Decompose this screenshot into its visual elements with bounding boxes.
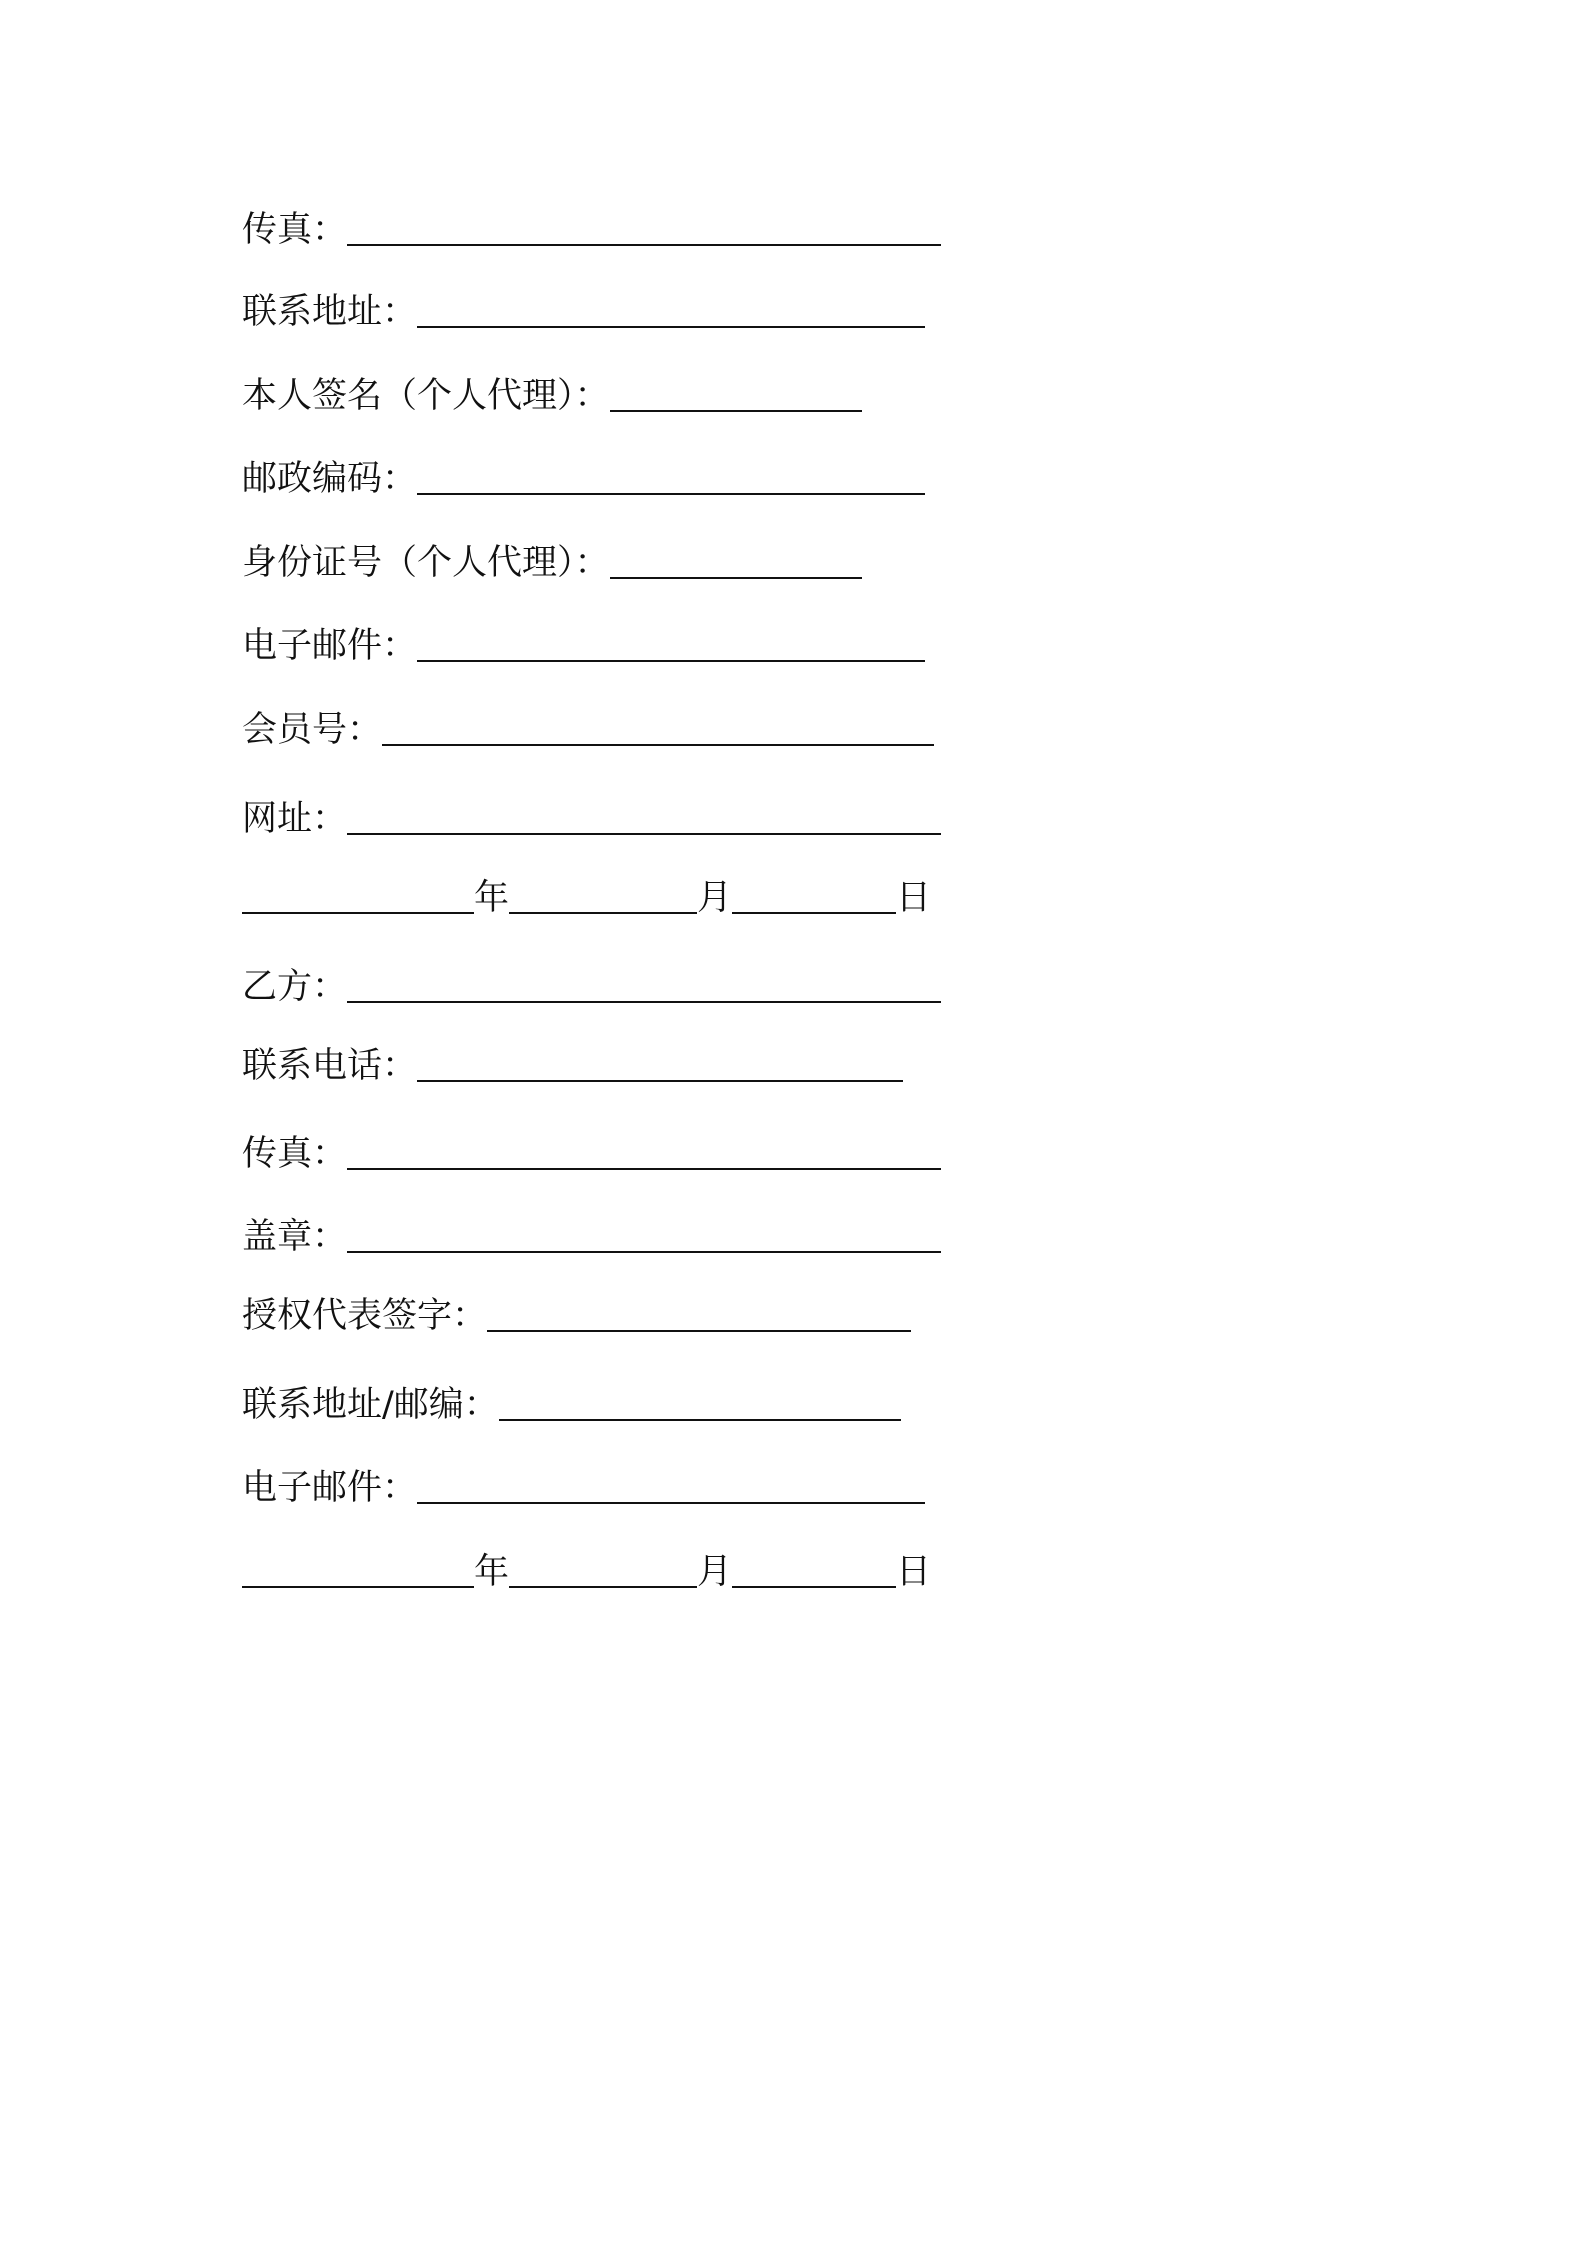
postcode-label: 邮政编码： — [242, 459, 418, 499]
email-blank[interactable] — [417, 630, 925, 662]
email-field-b — [242, 1466, 925, 1510]
member-number-label: 会员号： — [242, 710, 383, 750]
date-line-b — [242, 1550, 931, 1594]
address-blank[interactable] — [417, 296, 925, 328]
seal-field-b — [242, 1215, 941, 1259]
month-unit-b: 月 — [697, 1552, 733, 1592]
fax-label-b: 传真： — [242, 1134, 348, 1174]
party-b-blank[interactable] — [347, 971, 941, 1003]
address-label: 联系地址： — [242, 292, 418, 332]
email-field-a — [242, 624, 925, 668]
website-field-a — [242, 797, 941, 841]
day-blank-b[interactable] — [732, 1556, 896, 1588]
id-number-blank[interactable] — [610, 547, 862, 579]
party-b-label: 乙方： — [242, 967, 348, 1007]
fax-label: 传真： — [242, 210, 348, 250]
signature-label: 本人签名（个人代理）： — [242, 376, 610, 416]
month-unit-a: 月 — [697, 878, 733, 918]
seal-label: 盖章： — [242, 1217, 348, 1257]
party-b-field — [242, 965, 941, 1009]
month-blank-a[interactable] — [509, 882, 697, 914]
fax-blank[interactable] — [347, 214, 941, 246]
postcode-blank[interactable] — [417, 463, 925, 495]
fax-field-b — [242, 1132, 941, 1176]
phone-blank[interactable] — [417, 1050, 903, 1082]
address-postcode-field-b — [242, 1383, 901, 1427]
year-unit-a: 年 — [474, 878, 510, 918]
id-number-field-a — [242, 541, 862, 585]
signature-field-a — [242, 374, 862, 418]
id-number-label: 身份证号（个人代理）： — [242, 543, 610, 583]
phone-label: 联系电话： — [242, 1046, 418, 1086]
fax-blank-b[interactable] — [347, 1138, 941, 1170]
day-unit-b: 日 — [896, 1552, 932, 1592]
member-number-blank[interactable] — [382, 714, 934, 746]
fax-field-a — [242, 208, 941, 252]
postcode-field-a — [242, 457, 925, 501]
seal-blank[interactable] — [347, 1221, 941, 1253]
member-number-field-a — [242, 708, 934, 752]
year-blank-b[interactable] — [242, 1556, 474, 1588]
signature-blank[interactable] — [610, 380, 862, 412]
website-label: 网址： — [242, 799, 348, 839]
year-blank-a[interactable] — [242, 882, 474, 914]
address-postcode-blank[interactable] — [499, 1389, 901, 1421]
email-label-b: 电子邮件： — [242, 1468, 418, 1508]
email-blank-b[interactable] — [417, 1472, 925, 1504]
phone-field-b — [242, 1044, 903, 1088]
authorized-signature-label: 授权代表签字： — [242, 1296, 488, 1336]
month-blank-b[interactable] — [509, 1556, 697, 1588]
website-blank[interactable] — [347, 803, 941, 835]
address-postcode-label: 联系地址/邮编： — [242, 1385, 499, 1425]
day-blank-a[interactable] — [732, 882, 896, 914]
email-label: 电子邮件： — [242, 626, 418, 666]
date-line-a — [242, 876, 931, 920]
authorized-signature-blank[interactable] — [487, 1300, 911, 1332]
authorized-signature-field-b — [242, 1294, 911, 1338]
address-field-a — [242, 290, 925, 334]
day-unit-a: 日 — [896, 878, 932, 918]
year-unit-b: 年 — [474, 1552, 510, 1592]
